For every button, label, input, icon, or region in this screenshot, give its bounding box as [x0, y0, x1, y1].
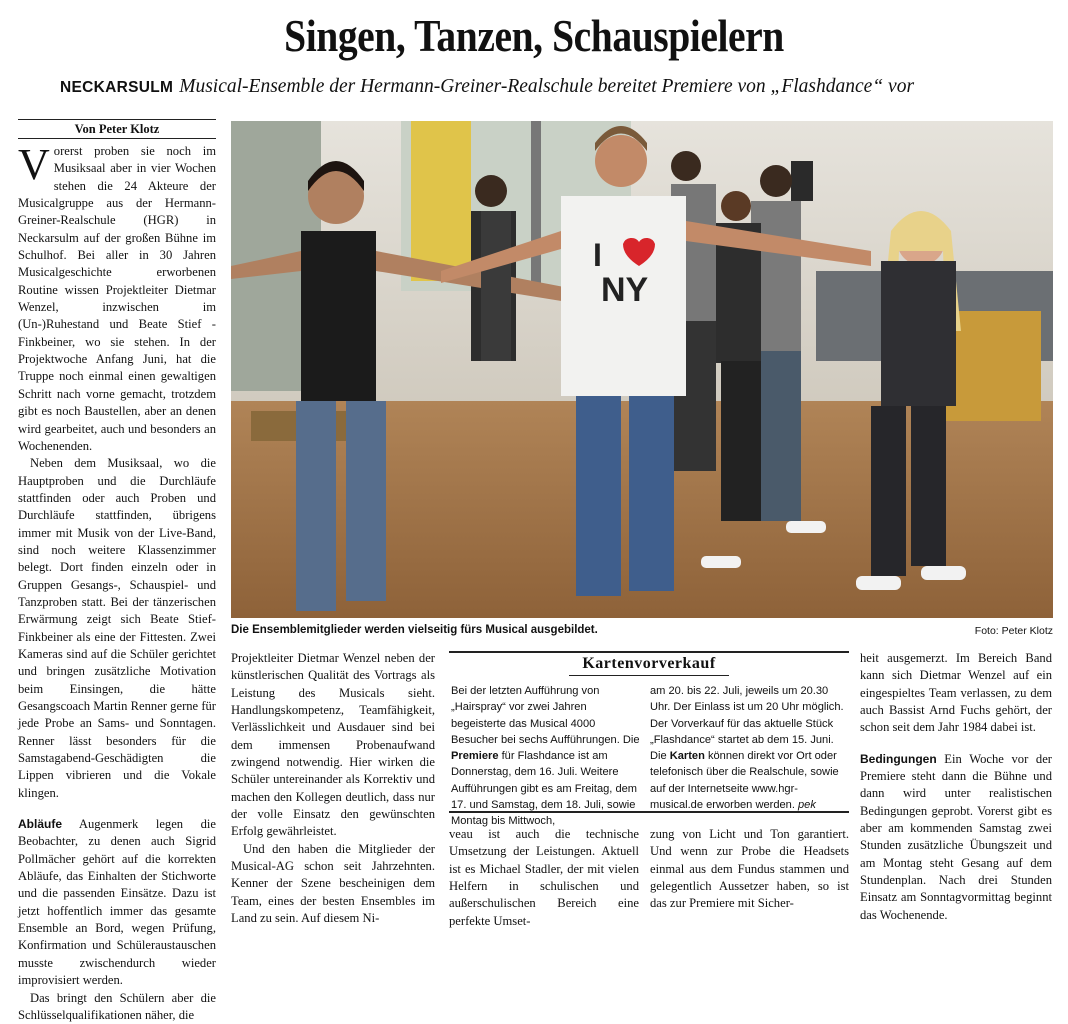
byline: Von Peter Klotz — [18, 119, 216, 139]
paragraph: Neben dem Musiksaal, wo die Hauptproben und die Durchläufe stattfinden oder auch Proben und Durchläufe stattfinden, übrigens immer mit Musik von der Live-Band, sind noch weitere Klassenzimmer belegt. Dort finden einzeln oder in Gruppen Gesangs-, Schauspiel- und Tanzproben statt. Bei der tänzerischen Erwärmung zeigt sich Beate Stief-Finkbeiner als eine der Fittesten. Zwei Kameras sind auf die Schüler gerichtet und bringen zusätzliche Motivation beim Einsingen, die hätte Gesangscoach Martin Renner gerne für jede Probe an Sams- und Sonntagen. Renner lässt besonders für die Samstagabend-Geschädigten die Lippen vibrieren und die Vokale klingen. — [18, 455, 216, 802]
paragraph: heit ausgemerzt. Im Bereich Band kann sich Dietmar Wenzel auf ein eingespieltes Team verlassen, zu dem auch Bassist Arnd Fuchs gehört, der schon seit dem Jahr 1984 dabei ist. — [860, 650, 1052, 737]
paragraph: Bedingungen Ein Woche vor der Premiere steht dann die Bühne und dann wird unter realistischen Bedingungen geprobt. Vorerst gibt es aber am kommenden Samstag zwei Stunden zusätzliche Übungszeit und am Montag steht Gesang auf dem Stundenplan. Nach drei Stunden Einsatz am Sonntagvormittag beginnt das Wochenende. — [860, 751, 1052, 924]
deck: Musical-Ensemble der Hermann-Greiner-Realschule bereitet Premiere von „Flashdance“ vor — [179, 76, 914, 97]
author-sig: pek — [798, 799, 816, 811]
paragraph: Projektleiter Dietmar Wenzel neben der künstlerischen Qualität des Vortrags als Leistung des Musicals sieht. Handlungskompetenz, Teamfähigkeit, Verlässlichkeit und Ausdauer sind bei dem immensen Probenaufwand zwingend notwendig. Hier wirken die Schüler untereinander als Korrektiv und machen den Kollegen deutlich, dass nur der volle Einsatz den gewünschten Erfolg gewährleistet. — [231, 650, 435, 841]
shirt-print-ny: NY — [601, 271, 649, 309]
photo-credit: Foto: Peter Klotz — [950, 625, 1053, 637]
headline: Singen, Tanzen, Schauspielern — [75, 10, 993, 62]
column-2 — [231, 650, 435, 928]
paragraph: Abläufe Augenmerk legen die Beobachter, zu denen auch Sigrid Pollmächer gehört auf die korrekten Abläufe, das Einhalten der Stichworte und die passenden Einsätze. Dazu ist jetzt hoffentlich immer das gesamte Ensemble an Bord, wegen Prüfung, Konfirmation und Schüleraustauschen musste zwischendurch wieder improvisiert werden. — [18, 816, 216, 989]
subhead: Abläufe — [18, 817, 62, 831]
paragraph: Das bringt den Schülern aber die Schlüsselqualifikationen näher, die — [18, 990, 216, 1024]
ticket-info-box — [449, 651, 849, 813]
shirt-print-i: I — [593, 237, 602, 273]
subheadline — [60, 75, 1060, 100]
column-4 — [650, 826, 849, 913]
column-1 — [18, 143, 216, 1024]
kicker: NECKARSULM — [60, 79, 173, 96]
box-title: Kartenvorverkauf — [449, 655, 849, 673]
column-3 — [449, 826, 639, 930]
box-column-left: Bei der letzten Aufführung von „Hairspray“ vor zwei Jahren begeisterte das Musical 4000 Besucher bei sechs Aufführungen. Die Premiere für Flashdance ist am Donnerstag, dem 16. Juli. Weitere Aufführungen gibt es am Freitag, dem 17. und Samstag, dem 18. Juli, sowie Montag bis Mittwoch, — [451, 683, 641, 830]
drop-cap: V — [18, 147, 50, 183]
box-title-rule — [569, 675, 729, 676]
paragraph: zung von Licht und Ton garantiert. Und wenn zur Probe die Headsets einmal aus dem Fundus stammen und gelegentlich Aussetzer haben, so ist das zur Premiere mit Sicher- — [650, 826, 849, 913]
photo-rehearsal — [231, 121, 1053, 618]
column-5 — [860, 650, 1052, 924]
photo-caption: Die Ensemblemitglieder werden vielseitig fürs Musical ausgebildet. — [231, 624, 851, 636]
paragraph: Vorerst proben sie noch im Musiksaal aber in vier Wochen stehen die 24 Akteure der Musicalgruppe aus der Hermann-Greiner-Realschule (HGR) in Neckarsulm auf der großen Bühne im Schulhof. Bei aller in 30 Jahren Musicalgeschichte erworbenen Routine wissen Projektleiter Dietmar Wenzel, inzwischen im (Un-)Ruhestand und Beate Stief -Finkbeiner, wo sie stehen. In der Projektwoche Anfang Juni, hat die Truppe noch einmal einen gewaltigen Schritt nach vorne gemacht, trotzdem gibt es noch Baustellen, aber an denen wird gearbeitet, auch und besonders an Wochenenden. — [18, 143, 216, 455]
subhead: Bedingungen — [860, 752, 937, 766]
tickets-label: Karten — [670, 750, 705, 762]
box-column-right: am 20. bis 22. Juli, jeweils um 20.30 Uhr. Der Einlass ist um 20 Uhr möglich. Der Vorverkauf für das aktuelle Stück „Flashdance“ startet ab dem 15. Juni. Die Karten können direkt vor Ort oder telefonisch über die Realschule, sowie auf der Internetseite www.hgr-musical.de erworben werden. pek — [650, 683, 846, 813]
paragraph: Und den haben die Mitglieder der Musical-AG schon seit Jahrzehnten. Kenner der Szene bescheinigen dem Team, eines der besten Ensembles im Land zu sein. Auf diesem Ni- — [231, 841, 435, 928]
premiere-label: Premiere — [451, 750, 499, 762]
paragraph: veau ist auch die technische Umsetzung der Leistungen. Aktuell ist es Michael Stadler, der mit vielen Helfern in schulischen und außerschulischen Bereich eine perfekte Umset- — [449, 826, 639, 930]
